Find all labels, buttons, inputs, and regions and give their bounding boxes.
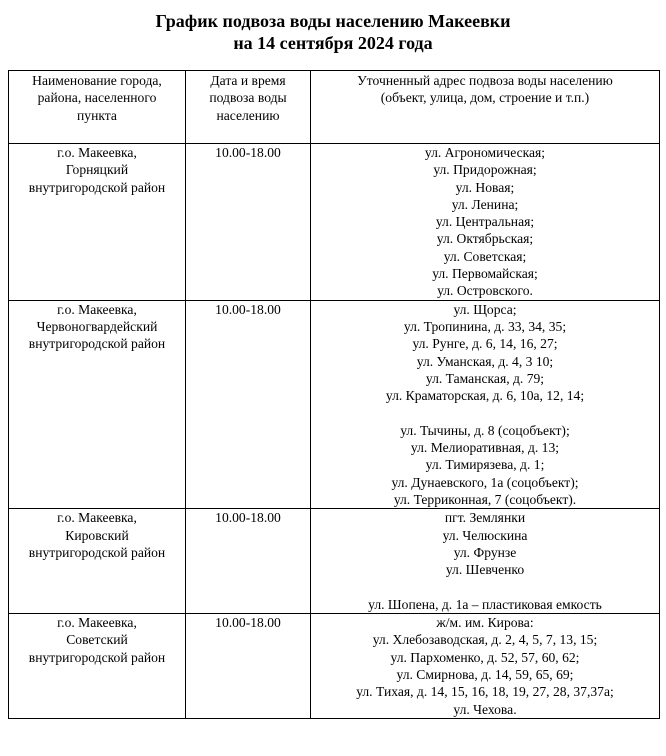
address-line: ул. Дунаевского, 1а (соцобъект); (391, 474, 579, 490)
address-line: ул. Тихая, д. 14, 15, 16, 18, 19, 27, 28, 37,37а; (356, 684, 614, 700)
header-text: (объект, улица, дом, строение и т.п.) (380, 90, 590, 106)
address-line: ул. Хлебозаводская, д. 2, 4, 5, 7, 13, 15; (372, 632, 598, 648)
address-spacer (313, 404, 657, 421)
cell-place (9, 144, 186, 301)
address-line: ул. Новая; (455, 179, 515, 195)
place-line: внутригородской район (28, 544, 166, 560)
cell-addresses (311, 300, 660, 509)
header-text: пункта (77, 107, 117, 123)
header-text: населению (216, 107, 280, 123)
address-line: ул. Щорса; (453, 301, 517, 317)
place-line: Советский (66, 632, 128, 648)
address-line: ул. Шевченко (445, 562, 525, 578)
place-line: Кировский (65, 527, 129, 543)
time-value: 10.00-18.00 (215, 145, 281, 160)
table-row (9, 144, 660, 301)
address-line: ул. Первомайская; (432, 266, 538, 282)
title-line-2: на 14 сентября 2024 года (233, 33, 433, 53)
header-text: Дата и время (210, 73, 286, 88)
place-line: внутригородской район (28, 336, 166, 352)
cell-addresses (311, 614, 660, 719)
address-line: ул. Рунге, д. 6, 14, 16, 27; (412, 336, 558, 352)
cell-time (186, 300, 311, 509)
address-line: ул. Мелиоративная, д. 13; (410, 440, 560, 456)
address-line: пгт. Землянки (444, 510, 526, 526)
address-line: ул. Островского. (437, 283, 533, 299)
address-line: ул. Смирнова, д. 14, 59, 65, 69; (396, 666, 574, 682)
cell-addresses (311, 509, 660, 614)
address-line: ул. Таманская, д. 79; (425, 370, 545, 386)
address-line: ул. Придорожная; (433, 162, 537, 178)
address-line: ул. Шопена, д. 1а – пластиковая емкость (368, 596, 602, 612)
header-address (311, 71, 660, 144)
address-line: ул. Октябрьская; (436, 231, 534, 247)
address-line: ул. Тропинина, д. 33, 34, 35; (403, 318, 567, 334)
place-line: г.о. Макеевка, (57, 510, 137, 526)
header-place (9, 71, 186, 144)
place-line: Червоногвардейский (36, 318, 158, 334)
cell-addresses (311, 144, 660, 301)
place-line: Горняцкий (65, 162, 129, 178)
place-line: г.о. Макеевка, (57, 145, 137, 160)
address-line: ж/м. им. Кирова: (436, 615, 534, 631)
address-line: ул. Терриконная, 7 (соцобъект). (393, 491, 577, 507)
time-value: 10.00-18.00 (215, 615, 281, 631)
address-line: ул. Чехова. (453, 701, 517, 717)
address-line: ул. Уманская, д. 4, 3 10; (416, 353, 554, 369)
cell-time (186, 509, 311, 614)
address-line: ул. Центральная; (435, 214, 535, 230)
time-value: 10.00-18.00 (215, 510, 281, 526)
cell-place (9, 614, 186, 719)
place-line: г.о. Макеевка, (57, 615, 137, 631)
header-time (186, 71, 311, 144)
place-line: внутригородской район (28, 649, 166, 665)
address-line: ул. Челюскина (442, 527, 528, 543)
document-title (0, 10, 666, 54)
table-row (9, 300, 660, 509)
address-line: ул. Советская; (443, 248, 527, 264)
cell-place (9, 509, 186, 614)
address-line: ул. Тычины, д. 8 (соцобъект); (400, 422, 570, 438)
header-text: подвоза воды (209, 90, 287, 106)
address-line: ул. Агрономическая; (424, 145, 546, 160)
place-line: г.о. Макеевка, (57, 301, 137, 317)
address-line: ул. Тимирязева, д. 1; (425, 457, 545, 473)
time-value: 10.00-18.00 (215, 301, 281, 317)
title-line-1: График подвоза воды населению Макеевки (155, 11, 511, 31)
address-spacer (313, 578, 657, 595)
table-row (9, 614, 660, 719)
header-text: района, населенного (37, 90, 157, 106)
water-delivery-schedule-table (8, 70, 660, 719)
address-line: ул. Пархоменко, д. 52, 57, 60, 62; (390, 649, 580, 665)
cell-time (186, 144, 311, 301)
address-line: ул. Фрунзе (453, 544, 517, 560)
cell-place (9, 300, 186, 509)
cell-time (186, 614, 311, 719)
place-line: внутригородской район (28, 179, 166, 195)
table-row (9, 509, 660, 614)
table-header-row (9, 71, 660, 144)
header-text: Уточненный адрес подвоза воды населению (357, 73, 613, 88)
address-line: ул. Краматорская, д. 6, 10а, 12, 14; (385, 388, 585, 404)
address-line: ул. Ленина; (451, 196, 519, 212)
header-text: Наименование города, (32, 73, 162, 88)
